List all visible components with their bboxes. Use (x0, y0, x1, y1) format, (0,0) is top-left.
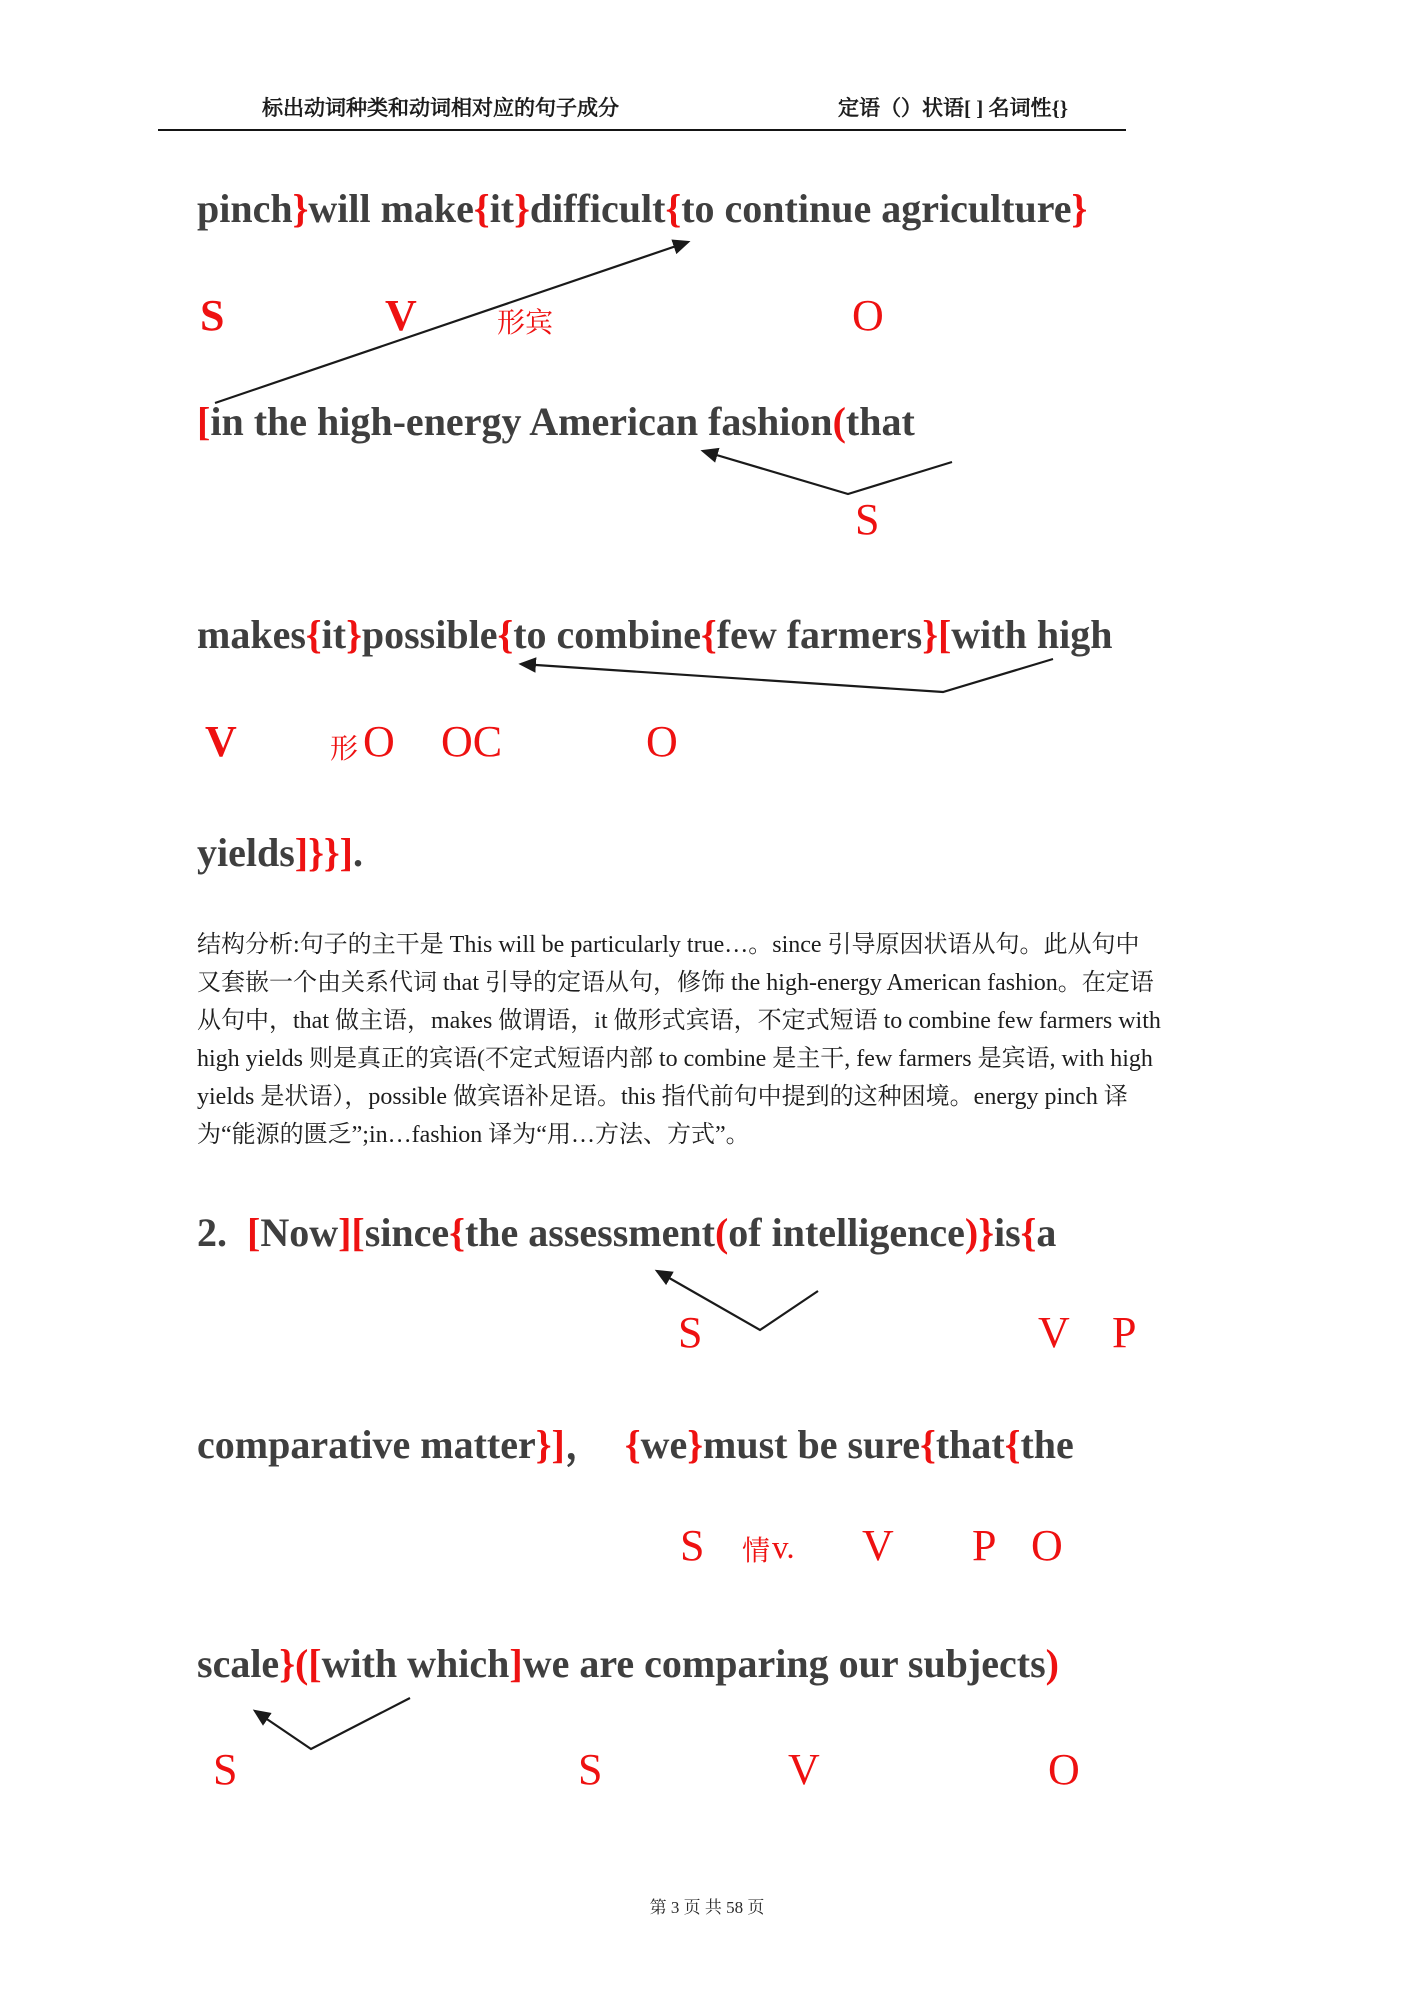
analysis-line: 结构分析:句子的主干是 This will be particularly true…。since 引导原因状语从句。此从句中 (197, 932, 1140, 958)
text-segment: to combine (513, 612, 701, 657)
text-segment: is (993, 1210, 1021, 1255)
text-segment: { (305, 612, 322, 657)
text-segment: { (449, 1210, 465, 1255)
text-segment: to continue agriculture (681, 186, 1072, 231)
analysis-line: 从句中，that 做主语，makes 做谓语，it 做形式宾语，不定式短语 to combine few farmers with (197, 1008, 1161, 1034)
sentence1-line4 (197, 830, 363, 876)
text-segment: that (935, 1422, 1005, 1467)
text-segment: it (321, 612, 347, 657)
arrow-that-to-fashion (703, 451, 952, 494)
page-number: 第 3 页 共 58 页 (649, 1898, 765, 1917)
sentence2-line3 (197, 1641, 1059, 1687)
label-subject: S (578, 1745, 603, 1794)
label-object: O (646, 717, 678, 766)
label-clause-subject: S (855, 495, 880, 544)
label-subject: S (213, 1745, 238, 1794)
text-segment: the (1020, 1422, 1074, 1467)
sentence2-line2 (197, 1422, 1074, 1468)
label-verb: V (385, 291, 417, 340)
text-segment: } (346, 612, 362, 657)
text-segment: } (292, 186, 309, 231)
label-object-complement: OC (441, 717, 503, 766)
text-segment: ]}}] (294, 830, 353, 875)
header-notation-legend: 定语（）状语[ ] 名词性{} (838, 96, 1069, 120)
text-segment: }([ (279, 1641, 322, 1686)
label-verb: V (788, 1745, 820, 1794)
sentence1-line3 (197, 612, 1112, 658)
text-segment: { (624, 1422, 641, 1467)
text-segment: few farmers (716, 612, 923, 657)
text-segment: { (473, 186, 490, 231)
analysis-line: 又套嵌一个由关系代词 that 引导的定语从句，修饰 the high-energy American fashion。在定语 (197, 970, 1154, 996)
label-modal-cn: 情 (742, 1536, 771, 1567)
text-segment: { (920, 1422, 936, 1467)
text-segment: comparative matter (197, 1422, 536, 1467)
text-segment: } (687, 1422, 703, 1467)
text-segment: with high (951, 612, 1113, 657)
label-verb: V (205, 717, 237, 766)
label-object: O (1031, 1521, 1063, 1570)
text-segment: }] (535, 1422, 565, 1467)
text-segment: a (1036, 1210, 1057, 1255)
text-segment: } (514, 186, 530, 231)
text-segment: pinch (197, 186, 293, 231)
text-segment: { (665, 186, 682, 231)
label-object: O (363, 717, 395, 766)
text-segment: [ (247, 1210, 261, 1255)
label-object: O (1048, 1745, 1080, 1794)
sentence1-line2 (197, 399, 915, 445)
text-segment: will make (308, 186, 474, 231)
text-segment: with which (321, 1641, 510, 1686)
header-left-title: 标出动词种类和动词相对应的句子成分 (262, 96, 619, 120)
arrow-fashion-to-difficult (215, 242, 688, 403)
text-segment: yields (197, 830, 295, 875)
text-segment: . (352, 830, 363, 875)
text-segment: scale (197, 1641, 280, 1686)
text-segment: ( (832, 399, 846, 444)
text-segment: makes (197, 612, 306, 657)
text-segment: we (640, 1422, 688, 1467)
text-segment: since (364, 1210, 450, 1255)
text-segment: )} (964, 1210, 994, 1255)
structure-analysis-paragraph (197, 926, 1249, 1154)
label-modal-verb: v. (772, 1530, 795, 1566)
text-segment: 2. (197, 1210, 247, 1255)
text-segment: must be sure (703, 1422, 921, 1467)
text-segment: ， (564, 1422, 625, 1467)
text-segment: of intelligence (728, 1210, 965, 1255)
text-segment: ][ (338, 1210, 365, 1255)
label-subject: S (678, 1308, 703, 1357)
analysis-line: yields 是状语），possible 做宾语补足语。this 指代前句中提到的这种困境。energy pinch 译 (197, 1084, 1128, 1110)
label-object: O (852, 291, 884, 340)
text-segment: difficult (529, 186, 666, 231)
text-segment: Now (260, 1210, 339, 1255)
label-predicative: P (1112, 1308, 1137, 1357)
arrow-with-high-to-combine (521, 659, 1053, 692)
label-verb: V (862, 1521, 894, 1570)
label-subject: S (200, 291, 225, 340)
label-predicative: P (972, 1521, 997, 1570)
text-segment: ] (509, 1641, 523, 1686)
text-segment: }[ (922, 612, 952, 657)
sentence1-line1 (197, 186, 1087, 232)
label-subject: S (680, 1521, 705, 1570)
label-formal-marker: 形 (330, 734, 359, 765)
label-formal-object: 形宾 (497, 308, 554, 339)
arrow-to-scale (255, 1698, 410, 1749)
text-segment: we are comparing our subjects (522, 1641, 1046, 1686)
text-segment: ) (1045, 1641, 1059, 1686)
text-segment: in the high-energy American fashion (210, 399, 833, 444)
label-verb: V (1038, 1308, 1070, 1357)
text-segment: that (845, 399, 915, 444)
sentence2-line1 (197, 1210, 1056, 1256)
text-segment: { (1004, 1422, 1021, 1467)
text-segment: } (1071, 186, 1088, 231)
text-segment: { (701, 612, 717, 657)
text-segment: { (1020, 1210, 1037, 1255)
header-rule (158, 129, 1126, 131)
text-segment: [ (197, 399, 211, 444)
text-segment: the assessment (464, 1210, 715, 1255)
analysis-line: high yields 则是真正的宾语(不定式短语内部 to combine 是主干, few farmers 是宾语, with high (197, 1046, 1153, 1072)
text-segment: it (489, 186, 515, 231)
text-segment: ( (714, 1210, 729, 1255)
text-segment: possible (361, 612, 498, 657)
text-segment: { (497, 612, 514, 657)
analysis-line: 为“能源的匮乏”;in…fashion 译为“用…方法、方式”。 (197, 1122, 750, 1148)
